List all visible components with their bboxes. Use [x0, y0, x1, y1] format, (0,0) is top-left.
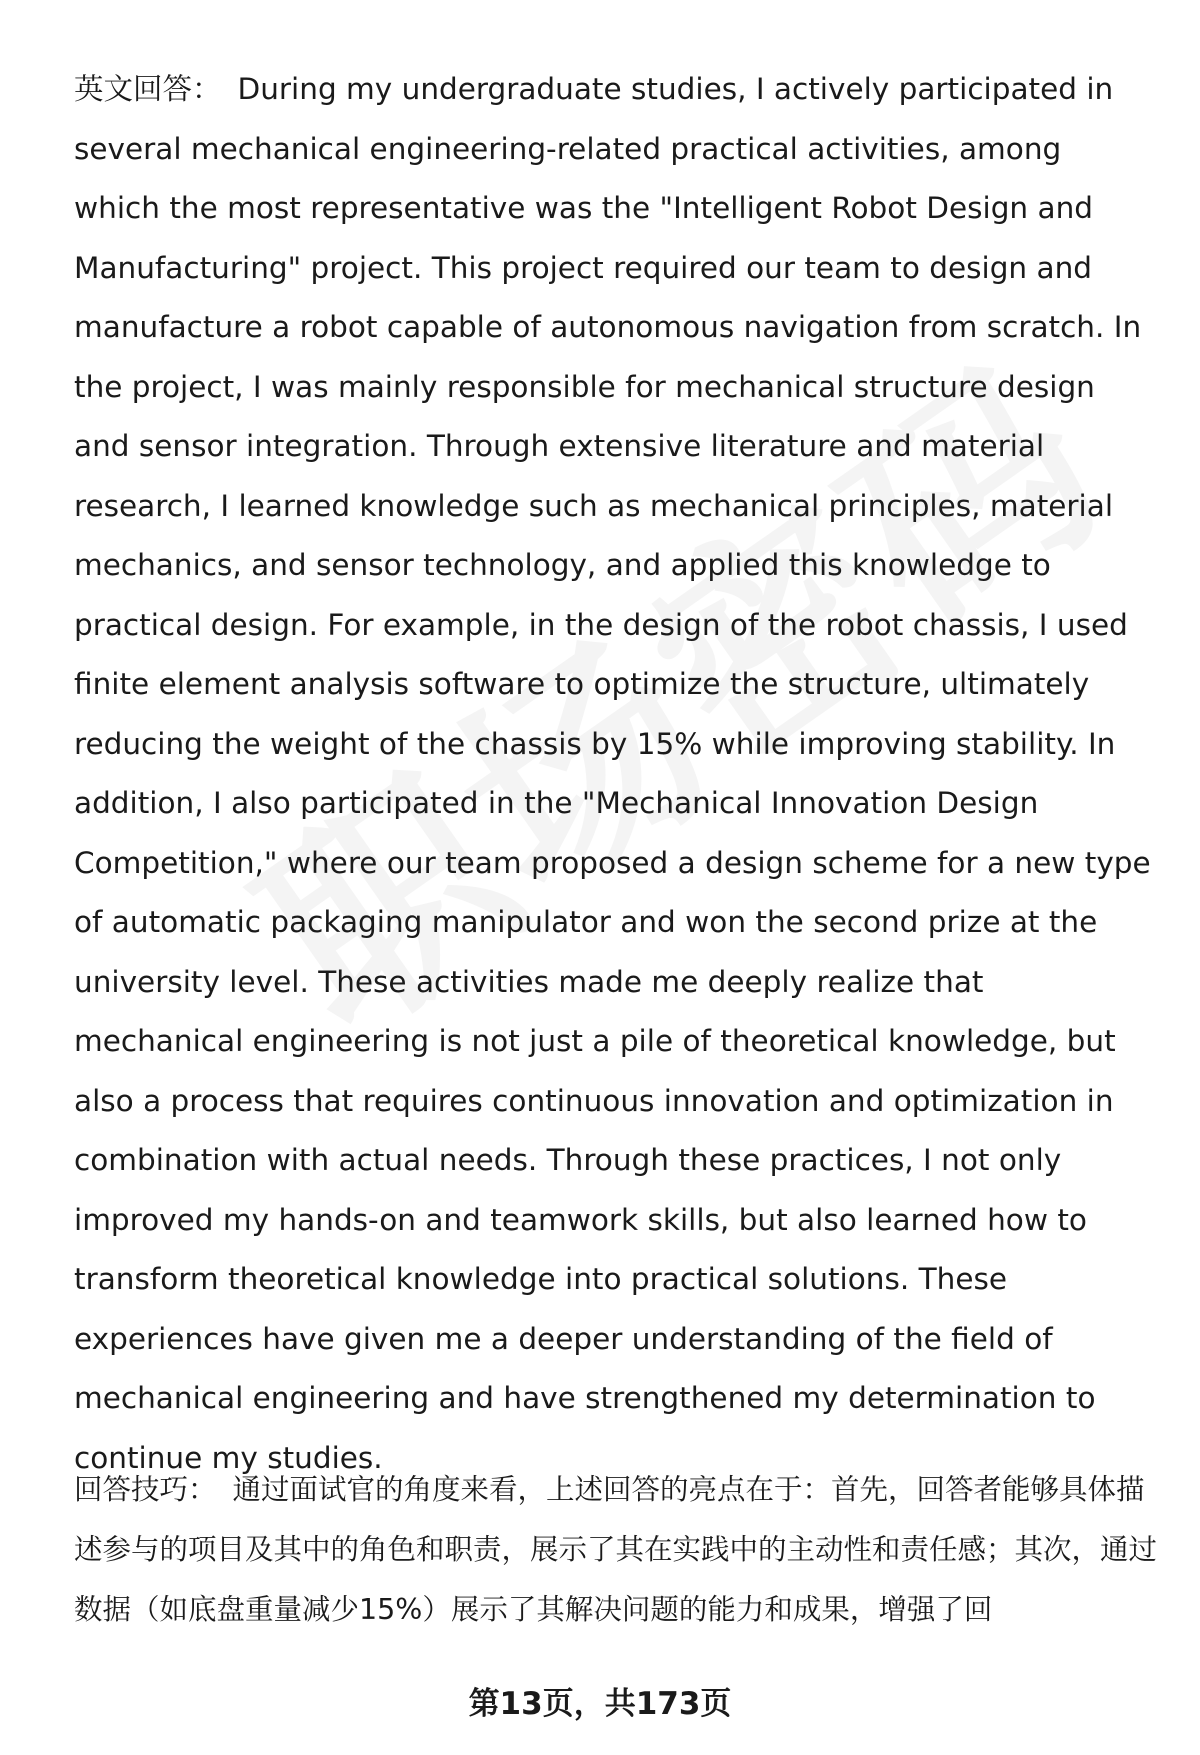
page-number-footer: 第13页，共173页 [468, 1686, 732, 1722]
answer-tips-paragraph [74, 1460, 1164, 1640]
english-answer-text: During my undergraduate studies, I actively participated in several mechanical engineering-related practical activities, among which the most representative was the "Intelligent Robot Design and Manufacturing" project. This project required our team to design and manufacture a robot capable of autonomous navigation from scratch. In the project, I was mainly responsible for mechanical structure design and sensor integration. Through extensive literature and material research, I learned knowledge such as mechanical principles, material mechanics, and sensor technology, and applied this knowledge to practical design. For example, in the design of the robot chassis, I used finite element analysis software to optimize the structure, ultimately reducing the weight of the chassis by 15% while improving stability. In addition, I also participated in the "Mechanical Innovation Design Competition," where our team proposed a design scheme for a new type of automatic packaging manipulator and won the second prize at the university level. These activities made me deeply realize that mechanical engineering is not just a pile of theoretical knowledge, but also a process that requires continuous innovation and optimization in combination with actual needs. Through these practices, I not only improved my hands-on and teamwork skills, but also learned how to transform theoretical knowledge into practical solutions. These experiences have given me a deeper understanding of the field of mechanical engineering and have strengthened my determination to continue my studies. [74, 72, 1151, 1475]
answer-tips-label: 回答技巧： [74, 1473, 217, 1506]
answer-tips-text: 通过面试官的角度来看，上述回答的亮点在于：首先，回答者能够具体描述参与的项目及其中的角色和职责，展示了其在实践中的主动性和责任感；其次，通过数据（如底盘重量减少15%）展示了其解决问题的能力和成果，增强了回 [74, 1473, 1158, 1626]
english-answer-label: 英文回答： [74, 72, 222, 106]
english-answer-paragraph [74, 60, 1156, 1488]
